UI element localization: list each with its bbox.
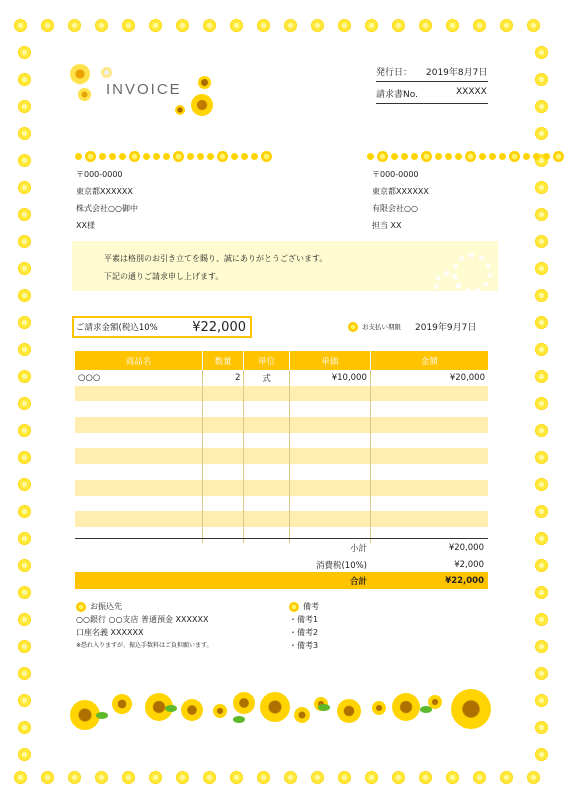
garland-dot [99,153,106,160]
border-dot [18,316,31,329]
remark-item-2: ・備考2 [289,628,319,637]
border-dot [392,19,405,32]
flower-bullet-icon [289,602,299,612]
border-dot [18,397,31,410]
cell-unit [244,401,289,417]
cell-price [289,464,370,480]
border-dot [535,532,548,545]
bank-heading: お振込先 [90,602,122,611]
garland-dot [143,153,150,160]
table-row [75,386,488,402]
items-table [75,351,488,543]
leaf-icon [96,712,108,719]
cell-qty [202,496,244,512]
border-dot [18,559,31,572]
garland-dot [543,153,550,160]
cell-name [75,480,202,496]
border-dot [18,424,31,437]
table-row [75,433,488,449]
border-dot [18,181,31,194]
border-dot [535,46,548,59]
table-row [75,464,488,480]
cell-unit [244,464,289,480]
garland-dot [489,153,496,160]
cell-name [75,496,202,512]
col-header-unit: 単位 [244,351,289,370]
total-value: ¥22,000 [445,575,484,586]
cell-price [289,433,370,449]
invoice-title: INVOICE [106,81,182,98]
table-row [75,480,488,496]
sender-postal: 〒000-0000 [372,170,419,179]
border-dot [535,424,548,437]
leaf-icon [318,704,330,711]
cell-price [289,480,370,496]
border-dot [535,667,548,680]
sunflower-icon [70,64,90,84]
table-row [75,417,488,433]
due-date-label: お支払い期限 [362,323,401,331]
border-dot [527,771,540,784]
border-dot [18,586,31,599]
garland-dot [119,153,126,160]
invoice-meta [376,65,488,104]
border-dot [535,586,548,599]
border-dot [365,771,378,784]
table-row [75,511,488,527]
garland-dot [445,153,452,160]
border-dot [284,771,297,784]
border-dot [311,771,324,784]
billing-amount-value: ¥22,000 [160,320,250,335]
cell-price [289,417,370,433]
cell-qty [202,480,244,496]
border-dot [18,127,31,140]
issue-date-label: 発行日： [376,68,413,78]
sunflower-icon [337,699,361,723]
garland-dot [421,151,432,162]
cell-amount [370,417,488,433]
border-dot [392,771,405,784]
cell-qty [202,401,244,417]
border-dot [95,771,108,784]
cell-price [289,511,370,527]
leaf-icon [233,716,245,723]
border-dot [18,613,31,626]
border-dot [535,721,548,734]
border-dot [535,748,548,761]
garland-dot [85,151,96,162]
border-dot [18,235,31,248]
tax-value: ¥2,000 [454,559,484,570]
bank-note: ※恐れ入りますが、振込手数料はご負担願います。 [76,642,213,649]
garland-dot [411,153,418,160]
cell-price: ¥10,000 [289,370,370,386]
border-dot [311,19,324,32]
sunflower-icon [213,704,227,718]
cell-amount [370,511,488,527]
border-dot [473,19,486,32]
flower-bullet-icon [348,322,358,332]
garland-dot [187,153,194,160]
subtotal-value: ¥20,000 [448,542,484,553]
cell-unit: 式 [244,370,289,386]
cell-name [75,401,202,417]
cell-qty [202,464,244,480]
remarks-heading: 備考 [303,602,319,611]
border-dot [18,208,31,221]
garland-left [75,150,272,162]
garland-dot [197,153,204,160]
table-header-row [75,351,488,370]
total-row [75,572,488,589]
sunflower-icon [451,689,491,729]
border-dot [535,370,548,383]
border-dot [176,771,189,784]
sender-company: 有限会社○○ [372,204,418,213]
sender-address: 東京都XXXXXX [372,187,429,196]
recipient-person: XX様 [76,221,95,230]
garland-dot [163,153,170,160]
cell-name [75,448,202,464]
border-dot [122,771,135,784]
sunflower-icon [198,76,211,89]
cell-price [289,448,370,464]
cell-amount [370,386,488,402]
sunflower-icon [372,701,386,715]
garland-dot [129,151,140,162]
border-dot [535,694,548,707]
border-dot [500,19,513,32]
border-dot [18,505,31,518]
border-dot [41,19,54,32]
sunflower-icon [175,105,185,115]
sender-block [372,166,429,234]
cell-price [289,496,370,512]
cell-unit [244,386,289,402]
garland-dot [153,153,160,160]
cell-price [289,401,370,417]
sunflower-icon [294,707,310,723]
message-box [72,241,498,291]
billing-amount-label: ご請求金額(税込10% [76,323,158,333]
border-dot [535,316,548,329]
invoice-no-label: 請求書No. [376,90,418,100]
table-row [75,401,488,417]
cell-name [75,433,202,449]
leaf-icon [165,705,177,712]
border-dot [535,127,548,140]
border-dot [203,771,216,784]
table-row [75,448,488,464]
border-dot [176,19,189,32]
garland-dot [435,153,442,160]
garland-dot [465,151,476,162]
border-dot [419,19,432,32]
cell-amount [370,448,488,464]
border-dot [535,505,548,518]
sender-person: 担当 XX [372,221,402,230]
billing-amount-box [72,316,252,338]
col-header-price: 単価 [289,351,370,370]
garland-dot [401,153,408,160]
subtotal-row [75,539,488,556]
border-dot [18,640,31,653]
tax-row [75,556,488,573]
border-dot [473,771,486,784]
cell-amount [370,480,488,496]
table-row [75,496,488,512]
cell-unit [244,448,289,464]
border-dot [149,19,162,32]
border-dot [18,748,31,761]
remarks [289,600,319,652]
garland-dot [377,151,388,162]
issue-date: 2019年8月7日 [426,68,488,78]
garland-dot [109,153,116,160]
message-line-2: 下記の通りご請求申し上げます。 [104,272,224,281]
border-dot [535,181,548,194]
border-dot [535,397,548,410]
border-dot [18,451,31,464]
cell-name [75,417,202,433]
total-label: 合計 [349,576,367,587]
recipient-address: 東京都XXXXXX [76,187,133,196]
cell-amount [370,401,488,417]
border-dot [535,73,548,86]
border-dot [535,235,548,248]
border-dot [535,613,548,626]
col-header-name: 商品名 [75,351,202,370]
cell-qty: 2 [202,370,244,386]
bank-line-2: 口座名義 XXXXXX [76,628,144,637]
border-dot [535,100,548,113]
border-dot [18,532,31,545]
sunflower-icon [233,692,255,714]
cell-name [75,464,202,480]
garland-dot [217,151,228,162]
border-dot [122,19,135,32]
border-dot [338,771,351,784]
garland-dot [231,153,238,160]
cell-unit [244,496,289,512]
border-dot [535,289,548,302]
border-dot [18,154,31,167]
cell-qty [202,448,244,464]
due-date: 2019年9月7日 [415,323,477,333]
border-dot [41,771,54,784]
cell-amount [370,496,488,512]
gear-icon [434,271,460,297]
garland-dot [367,153,374,160]
garland-dot [479,153,486,160]
cell-qty [202,433,244,449]
border-dot [500,771,513,784]
sunflower-icon [112,694,132,714]
remark-item-1: ・備考1 [289,615,319,624]
cell-unit [244,417,289,433]
cell-name: ○○○ [75,370,202,386]
invoice-no: XXXXX [456,87,487,97]
border-dot [230,771,243,784]
border-dot [446,771,459,784]
sunflower-icon [191,94,213,116]
border-dot [419,771,432,784]
border-dot [535,451,548,464]
border-dot [18,667,31,680]
border-dot [535,559,548,572]
garland-dot [251,153,258,160]
cell-price [289,386,370,402]
due-date-row [348,320,476,333]
cell-name [75,511,202,527]
border-dot [18,370,31,383]
cell-unit [244,511,289,527]
border-dot [14,771,27,784]
garland-dot [261,151,272,162]
border-dot [535,478,548,491]
border-dot [446,19,459,32]
table-row [75,370,488,386]
cell-qty [202,386,244,402]
sunflower-icon [260,692,290,722]
border-dot [68,771,81,784]
border-dot [535,262,548,275]
garland-dot [173,151,184,162]
garland-dot [391,153,398,160]
cell-qty [202,417,244,433]
recipient-block [76,166,138,234]
recipient-company: 株式会社○○御中 [76,204,138,213]
border-dot [18,343,31,356]
border-dot [203,19,216,32]
sunflower-icon [101,67,112,78]
col-header-qty: 数量 [202,351,244,370]
border-dot [338,19,351,32]
cell-unit [244,433,289,449]
bank-line-1: ○○銀行 ○○支店 普通預金 XXXXXX [76,615,209,624]
border-dot [230,19,243,32]
border-dot [535,343,548,356]
message-line-1: 平素は格別のお引き立てを賜り、誠にありがとうございます。 [104,254,328,263]
cell-qty [202,511,244,527]
border-dot [257,19,270,32]
subtotal-label: 小計 [349,543,367,554]
border-dot [18,46,31,59]
garland-dot [241,153,248,160]
border-dot [535,640,548,653]
cell-name [75,386,202,402]
border-dot [527,19,540,32]
leaf-icon [420,706,432,713]
sunflower-icon [181,699,203,721]
tax-label: 消費税(10%) [315,560,367,571]
garland-dot [533,153,540,160]
border-dot [18,289,31,302]
flower-bullet-icon [76,602,86,612]
border-dot [365,19,378,32]
border-dot [18,100,31,113]
recipient-postal: 〒000-0000 [76,170,123,179]
border-dot [18,478,31,491]
sunflower-icon [392,693,420,721]
garland-dot [553,151,564,162]
cell-amount [370,433,488,449]
garland-dot [207,153,214,160]
border-dot [95,19,108,32]
border-dot [68,19,81,32]
sunflower-icon [78,88,91,101]
border-dot [284,19,297,32]
garland-dot [75,153,82,160]
border-dot [18,262,31,275]
remark-item-3: ・備考3 [289,641,319,650]
cell-amount: ¥20,000 [449,372,485,383]
garland-right [367,150,564,162]
border-dot [257,771,270,784]
cell-amount [370,464,488,480]
garland-dot [455,153,462,160]
garland-dot [499,153,506,160]
col-header-amount: 金額 [370,351,488,370]
garland-dot [523,153,530,160]
border-dot [535,208,548,221]
bank-info [76,600,213,652]
border-dot [18,694,31,707]
cell-unit [244,480,289,496]
border-dot [149,771,162,784]
border-dot [18,73,31,86]
garland-dot [509,151,520,162]
border-dot [14,19,27,32]
border-dot [18,721,31,734]
